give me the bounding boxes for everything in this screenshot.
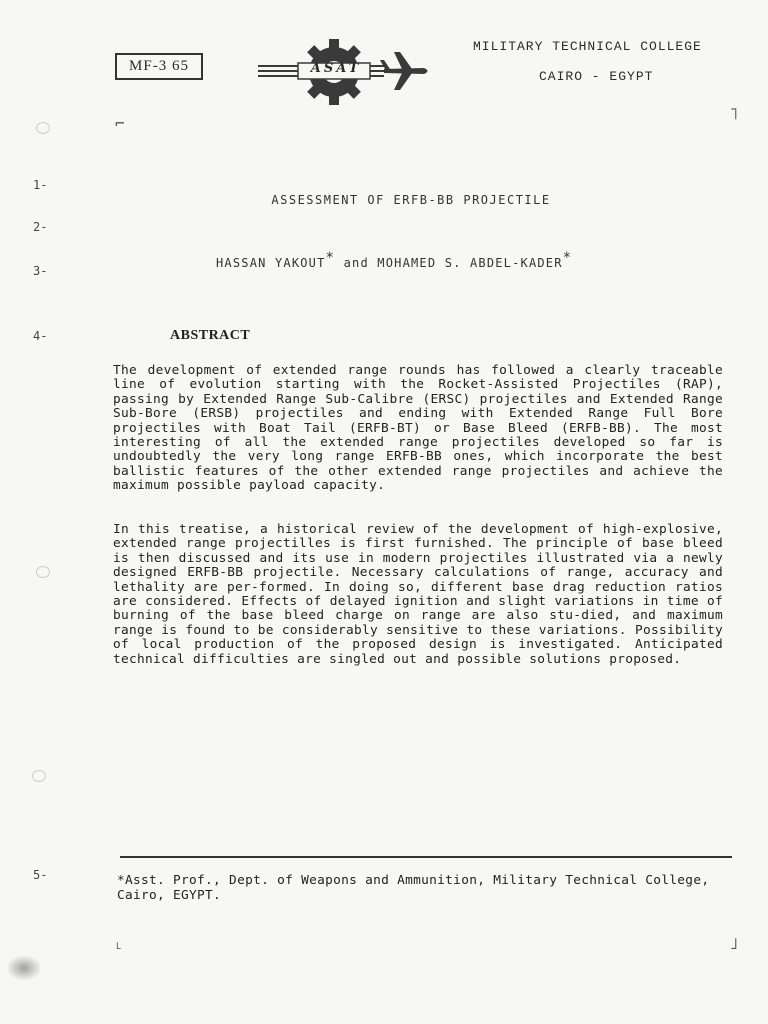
corner-mark-top-right: ˥: [729, 104, 739, 123]
margin-number-4: 4-: [33, 329, 48, 343]
abstract-heading: ABSTRACT: [170, 328, 251, 343]
binder-hole: [32, 770, 46, 782]
binder-hole: [36, 566, 50, 578]
author-1-mark: *: [325, 250, 336, 266]
footnote: *Asst. Prof., Dept. of Weapons and Ammunition, Military Technical College, Cairo, EGYPT.: [117, 873, 710, 903]
margin-number-1: 1-: [33, 178, 48, 192]
document-code: MF-3 65: [129, 58, 189, 74]
logo-text: ASAT: [310, 61, 362, 76]
corner-mark-top-left: ⌐: [115, 114, 125, 133]
abstract-paragraph-1: The development of extended range rounds has followed a clearly traceable line of evolution starting with the Rocket-Assisted Projectiles (RAP), passing by Extended Range Sub-Calibre (ERSC) projectiles and Extended Range Sub-Bore (ERSB) projectiles and ending with Extended Range Full Bore projectiles with Boat Tail (ERFB-BT) or Base Bleed (ERFB-BB). The most interesting of all the extended range projectiles developed so far is undoubtedly the very long range ERFB-BB ones, which incorporate the best ballistic features of the other extended range projectiles and achieve the maximum possible payload capacity.: [113, 363, 723, 494]
binder-hole: [36, 122, 50, 134]
authors-line: [216, 250, 572, 270]
abstract-paragraph-2: In this treatise, a historical review of the development of high-explosive, extended range projectilles is first furnished. The principle of base bleed is then discussed and its use in modern projectiles illustrated via a newly designed ERFB-BB projectile. Necessary calculations of range, accuracy and lethality are per-formed. In doing so, different base drag reduction ratios are considered. Effects of delayed ignition and slight variations in time of burning of the base bleed charge on range are also stu-died, and maximum range is found to be considerably sensitive to these variations. Possibility of local production of the proposed design is investigated. Anticipated technical difficulties are singled out and possible solutions proposed.: [113, 522, 723, 667]
institution-name: MILITARY TECHNICAL COLLEGE: [473, 39, 702, 54]
margin-number-3: 3-: [33, 264, 48, 278]
author-2-mark: *: [562, 250, 573, 266]
authors-connector: and: [335, 256, 378, 270]
margin-number-2: 2-: [33, 220, 48, 234]
author-1: HASSAN YAKOUT: [216, 256, 326, 270]
corner-mark-bottom-right: ˩: [729, 934, 739, 953]
margin-number-5: 5-: [33, 868, 48, 882]
author-2: MOHAMED S. ABDEL-KADER: [377, 256, 563, 270]
scan-smudge: [6, 955, 42, 981]
paper-title: ASSESSMENT OF ERFB-BB PROJECTILE: [271, 193, 551, 207]
document-code-box: [115, 53, 203, 80]
footnote-rule: [120, 856, 732, 858]
institution-location: CAIRO - EGYPT: [539, 69, 654, 84]
corner-mark-bottom-left: ˪: [114, 934, 124, 953]
